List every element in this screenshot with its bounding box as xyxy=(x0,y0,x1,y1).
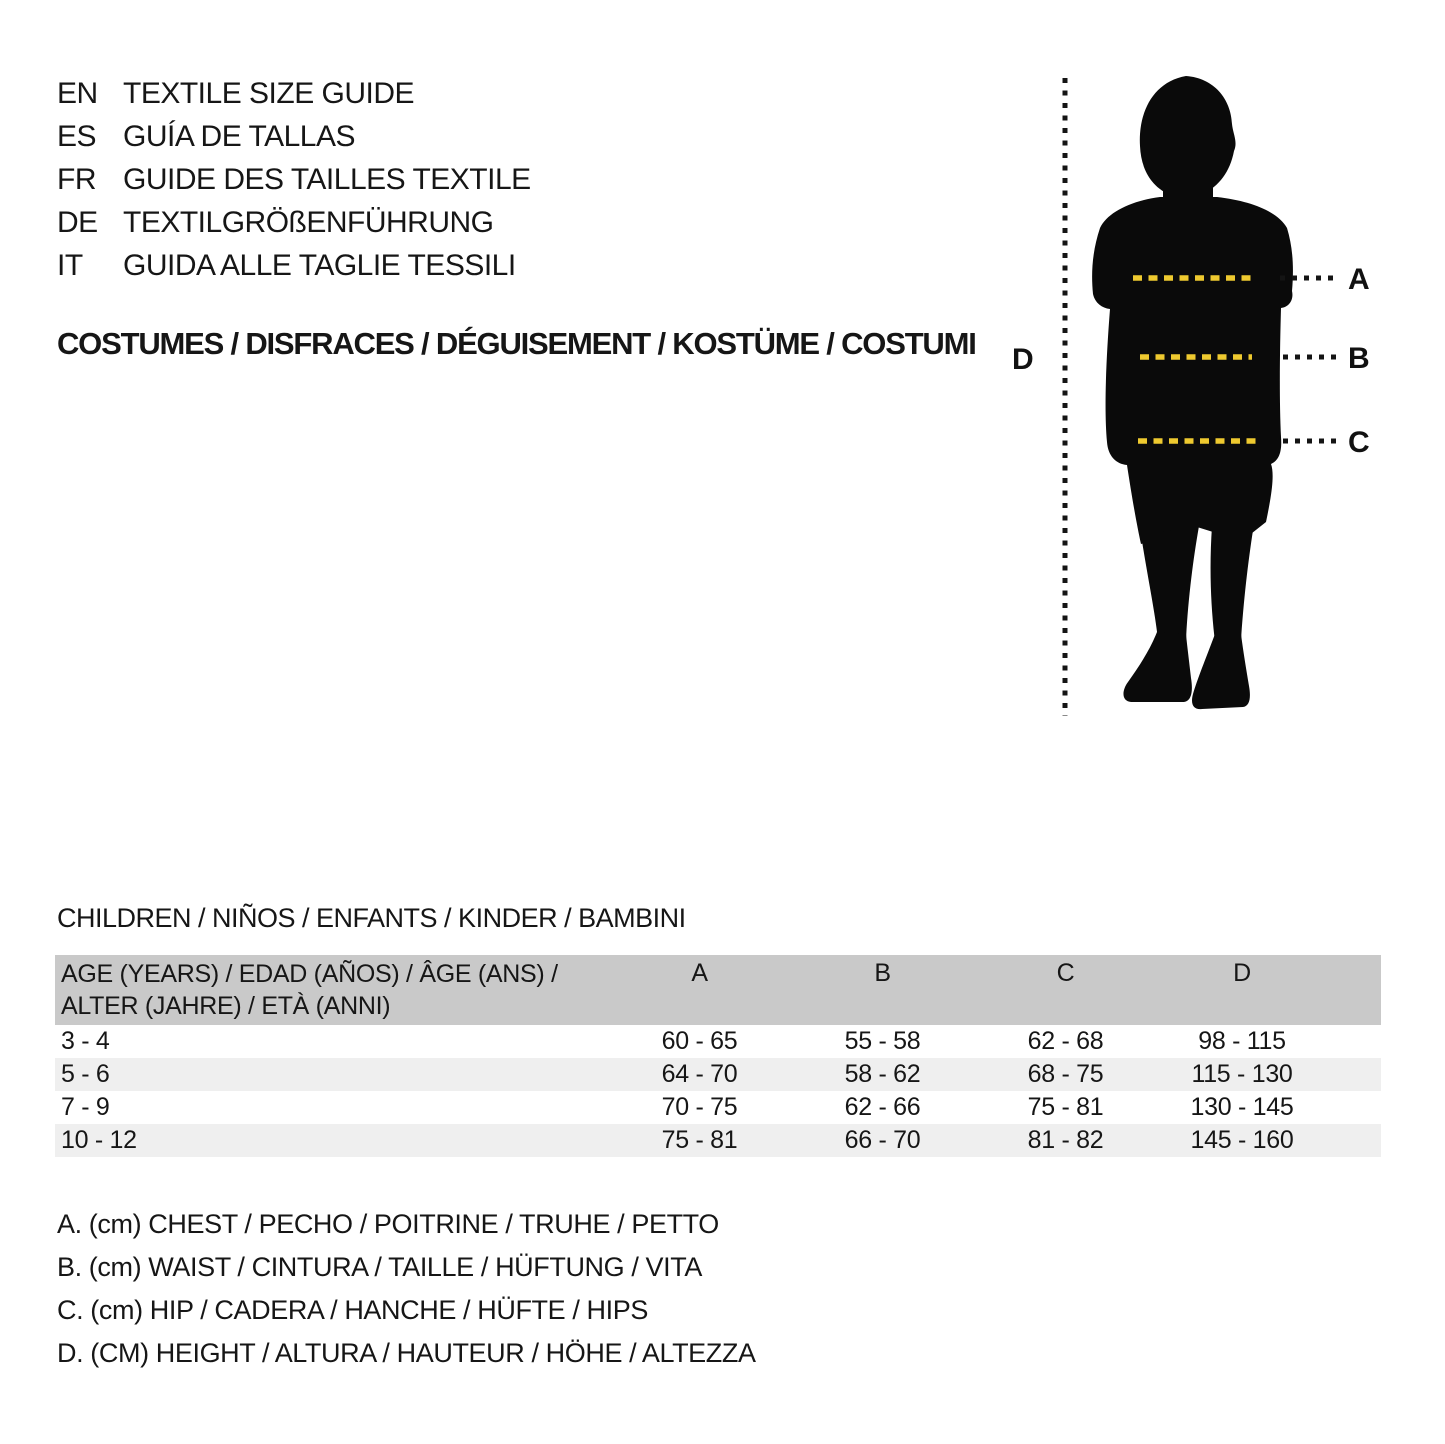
column-header-a: A xyxy=(691,959,708,987)
waist-cell: 58 - 62 xyxy=(844,1060,921,1088)
silhouette-right-shoe xyxy=(1192,634,1250,709)
category-title: COSTUMES / DISFRACES / DÉGUISEMENT / KOSTÜME / COSTUMI xyxy=(57,326,976,361)
language-code: ES xyxy=(57,119,97,153)
child-silhouette xyxy=(1092,76,1293,709)
height-cell: 98 - 115 xyxy=(1198,1027,1286,1055)
language-code: IT xyxy=(57,248,83,282)
hip-cell: 81 - 82 xyxy=(1027,1126,1104,1154)
chest-cell: 60 - 65 xyxy=(661,1027,738,1055)
children-section-title: CHILDREN / NIÑOS / ENFANTS / KINDER / BAMBINI xyxy=(57,903,686,933)
silhouette-torso xyxy=(1092,197,1293,544)
chest-marker-label: A xyxy=(1348,263,1370,296)
age-cell: 10 - 12 xyxy=(61,1126,137,1154)
waist-cell: 66 - 70 xyxy=(844,1126,921,1154)
waist-marker-label: B xyxy=(1348,342,1370,375)
chest-cell: 75 - 81 xyxy=(661,1126,738,1154)
header-spacer xyxy=(1327,955,1380,1025)
child-silhouette-diagram xyxy=(990,60,1410,725)
legend-height: D. (CM) HEIGHT / ALTURA / HAUTEUR / HÖHE / ALTEZZA xyxy=(57,1338,756,1368)
language-title-list xyxy=(57,72,531,287)
waist-cell: 62 - 66 xyxy=(844,1093,921,1121)
language-code: FR xyxy=(57,162,96,196)
hip-cell: 62 - 68 xyxy=(1027,1027,1104,1055)
silhouette-head xyxy=(1140,76,1236,194)
column-header-d: D xyxy=(1233,959,1251,987)
age-cell: 7 - 9 xyxy=(61,1093,110,1121)
legend-waist: B. (cm) WAIST / CINTURA / TAILLE / HÜFTUNG / VITA xyxy=(57,1252,702,1282)
silhouette-left-leg xyxy=(1141,526,1199,640)
column-header-c: C xyxy=(1056,959,1075,987)
height-cell: 145 - 160 xyxy=(1190,1126,1294,1154)
column-header-b: B xyxy=(874,959,891,987)
chest-cell: 64 - 70 xyxy=(661,1060,738,1088)
language-row-fr xyxy=(57,158,531,201)
height-cell: 115 - 130 xyxy=(1191,1060,1293,1088)
age-header-cell xyxy=(55,955,608,1025)
height-marker-label: D xyxy=(1012,343,1034,376)
language-title: GUÍA DE TALLAS xyxy=(123,119,355,153)
language-code: DE xyxy=(57,205,98,239)
language-title: TEXTILE SIZE GUIDE xyxy=(123,76,415,110)
table-row xyxy=(55,1058,1381,1091)
language-row-en xyxy=(57,72,531,115)
table-row xyxy=(55,1124,1381,1157)
age-header-line1: AGE (YEARS) / EDAD (AÑOS) / ÂGE (ANS) / xyxy=(61,960,558,988)
language-title: GUIDE DES TAILLES TEXTILE xyxy=(123,162,531,196)
hip-cell: 75 - 81 xyxy=(1027,1093,1104,1121)
language-code: EN xyxy=(57,76,98,110)
silhouette-right-leg xyxy=(1211,524,1254,642)
language-row-de xyxy=(57,201,531,244)
silhouette-left-shoe xyxy=(1123,632,1191,702)
age-cell: 3 - 4 xyxy=(61,1027,110,1055)
legend-hip: C. (cm) HIP / CADERA / HANCHE / HÜFTE / HIPS xyxy=(57,1295,648,1325)
size-table xyxy=(55,955,1381,1157)
size-table-header-row xyxy=(55,955,1381,1025)
language-title: GUIDA ALLE TAGLIE TESSILI xyxy=(123,248,516,282)
hip-cell: 68 - 75 xyxy=(1027,1060,1104,1088)
legend-chest: A. (cm) CHEST / PECHO / POITRINE / TRUHE / PETTO xyxy=(57,1209,719,1239)
height-cell: 130 - 145 xyxy=(1190,1093,1294,1121)
chest-cell: 70 - 75 xyxy=(661,1093,738,1121)
language-row-es xyxy=(57,115,531,158)
measurement-legend xyxy=(57,1203,756,1375)
waist-cell: 55 - 58 xyxy=(844,1027,921,1055)
language-title: TEXTILGRÖßENFÜHRUNG xyxy=(123,205,494,239)
table-row xyxy=(55,1025,1381,1058)
age-header-line2: ALTER (JAHRE) / ETÀ (ANNI) xyxy=(61,992,391,1020)
hip-marker-label: C xyxy=(1348,426,1370,459)
age-cell: 5 - 6 xyxy=(61,1060,110,1088)
table-row xyxy=(55,1091,1381,1124)
language-row-it xyxy=(57,244,531,287)
